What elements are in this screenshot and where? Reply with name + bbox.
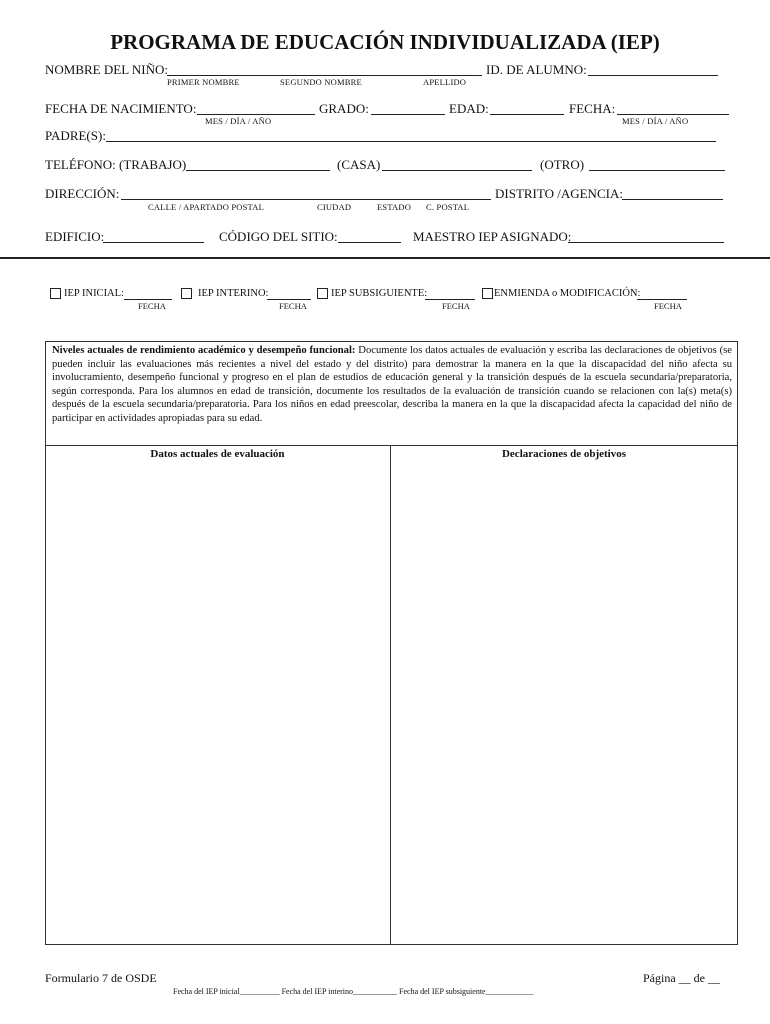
enmienda-date-field[interactable] xyxy=(637,288,687,300)
otro-field[interactable] xyxy=(589,157,725,171)
apellido-caption: APELLIDO xyxy=(423,77,467,87)
direccion-field[interactable] xyxy=(121,186,491,200)
iep-interino-checkbox[interactable] xyxy=(181,288,192,299)
fecha-nacimiento-label: FECHA DE NACIMIENTO: xyxy=(45,101,197,116)
edad-label: EDAD: xyxy=(449,101,489,116)
enmienda-fecha-caption: FECHA xyxy=(654,301,682,311)
table-header-divider xyxy=(45,445,738,446)
form-title: PROGRAMA DE EDUCACIÓN INDIVIDUALIZADA (IEP) xyxy=(110,30,660,54)
ciudad-caption: CIUDAD xyxy=(317,202,352,212)
otro-label: (OTRO) xyxy=(540,157,585,172)
iep-interino-fecha-caption: FECHA xyxy=(279,301,307,311)
footer-dates-line: Fecha del IEP inicial__________ Fecha del IEP interino___________ Fecha del IEP subsiguiente____________ xyxy=(173,987,534,996)
direccion-label: DIRECCIÓN: xyxy=(45,186,120,201)
iep-subsiguiente-fecha-caption: FECHA xyxy=(442,301,470,311)
segundo-nombre-caption: SEGUNDO NOMBRE xyxy=(280,77,362,87)
iep-subsiguiente-checkbox[interactable] xyxy=(317,288,328,299)
fecha-field[interactable] xyxy=(617,101,729,115)
nombre-label: NOMBRE DEL NIÑO: xyxy=(45,62,169,77)
fecha-nacimiento-field[interactable] xyxy=(197,101,315,115)
iep-inicial-fecha-caption: FECHA xyxy=(138,301,166,311)
declaraciones-objetivos-header: Declaraciones de objetivos xyxy=(501,448,627,460)
performance-levels-body: Documente los datos actuales de evaluación y escriba las declaraciones de objetivos (se pueden incluir las evaluaciones más recientes a nivel del estado y del distrito) para demostrar la manera en la que la discapacidad del niño afecta su involucramiento, desempeño funcional y progreso en el plan de estudios de educación general y la transición después de la escuela secundaria/preparatoria, según corresponda. Para los alumnos en edad de transición, documente los resultados de la evaluación de transición cuando se relacionen con la(s) meta(s) después de la escuela secundaria/preparatoria. Para los niños en edad preescolar, describa la manera en la que la discapacidad afecta la capacidad del niño de participar en actividades apropiadas para su edad. xyxy=(52,345,732,424)
section-divider xyxy=(0,257,770,259)
column-divider xyxy=(390,445,391,945)
page-number: Página __ de __ xyxy=(643,971,720,985)
enmienda-label: ENMIENDA o MODIFICACIÓN: xyxy=(494,288,641,299)
mes-dia-ano-caption: MES / DÍA / AÑO xyxy=(205,116,272,126)
estado-caption: ESTADO xyxy=(377,202,412,212)
cpostal-caption: C. POSTAL xyxy=(426,202,470,212)
calle-caption: CALLE / APARTADO POSTAL xyxy=(148,202,264,212)
enmienda-checkbox[interactable] xyxy=(482,288,493,299)
primer-nombre-caption: PRIMER NOMBRE xyxy=(167,77,240,87)
distrito-agencia-label: DISTRITO /AGENCIA: xyxy=(495,186,623,201)
telefono-trabajo-label: TELÉFONO: (TRABAJO) xyxy=(45,157,187,172)
telefono-trabajo-field[interactable] xyxy=(186,157,330,171)
datos-evaluacion-header: Datos actuales de evaluación xyxy=(150,448,285,460)
datos-evaluacion-area[interactable] xyxy=(47,464,388,942)
id-alumno-label: ID. DE ALUMNO: xyxy=(486,62,587,77)
grado-label: GRADO: xyxy=(319,101,369,116)
padres-field[interactable] xyxy=(106,128,716,142)
iep-inicial-date-field[interactable] xyxy=(124,288,172,300)
iep-inicial-label: IEP INICIAL: xyxy=(64,288,124,299)
padres-label: PADRE(S): xyxy=(45,128,106,143)
maestro-iep-field[interactable] xyxy=(568,229,724,243)
maestro-iep-label: MAESTRO IEP ASIGNADO: xyxy=(413,229,572,244)
id-alumno-field[interactable] xyxy=(588,62,718,76)
performance-levels-heading: Niveles actuales de rendimiento académico y desempeño funcional: xyxy=(52,345,356,356)
codigo-sitio-field[interactable] xyxy=(338,229,401,243)
iep-interino-label: IEP INTERINO: xyxy=(198,288,269,299)
iep-inicial-checkbox[interactable] xyxy=(50,288,61,299)
edad-field[interactable] xyxy=(490,101,564,115)
iep-interino-date-field[interactable] xyxy=(267,288,311,300)
edificio-field[interactable] xyxy=(103,229,204,243)
performance-levels-instructions xyxy=(52,344,732,426)
casa-field[interactable] xyxy=(382,157,532,171)
declaraciones-objetivos-area[interactable] xyxy=(392,464,736,942)
edificio-label: EDIFICIO: xyxy=(45,229,105,244)
grado-field[interactable] xyxy=(371,101,445,115)
iep-subsiguiente-label: IEP SUBSIGUIENTE: xyxy=(331,288,428,299)
codigo-sitio-label: CÓDIGO DEL SITIO: xyxy=(219,229,338,244)
iep-subsiguiente-date-field[interactable] xyxy=(425,288,475,300)
fecha-label: FECHA: xyxy=(569,101,616,116)
mes-dia-ano-caption-2: MES / DÍA / AÑO xyxy=(622,116,689,126)
casa-label: (CASA) xyxy=(337,157,381,172)
form-number: Formulario 7 de OSDE xyxy=(45,971,157,985)
distrito-agencia-field[interactable] xyxy=(622,186,723,200)
nombre-field[interactable] xyxy=(167,62,482,76)
